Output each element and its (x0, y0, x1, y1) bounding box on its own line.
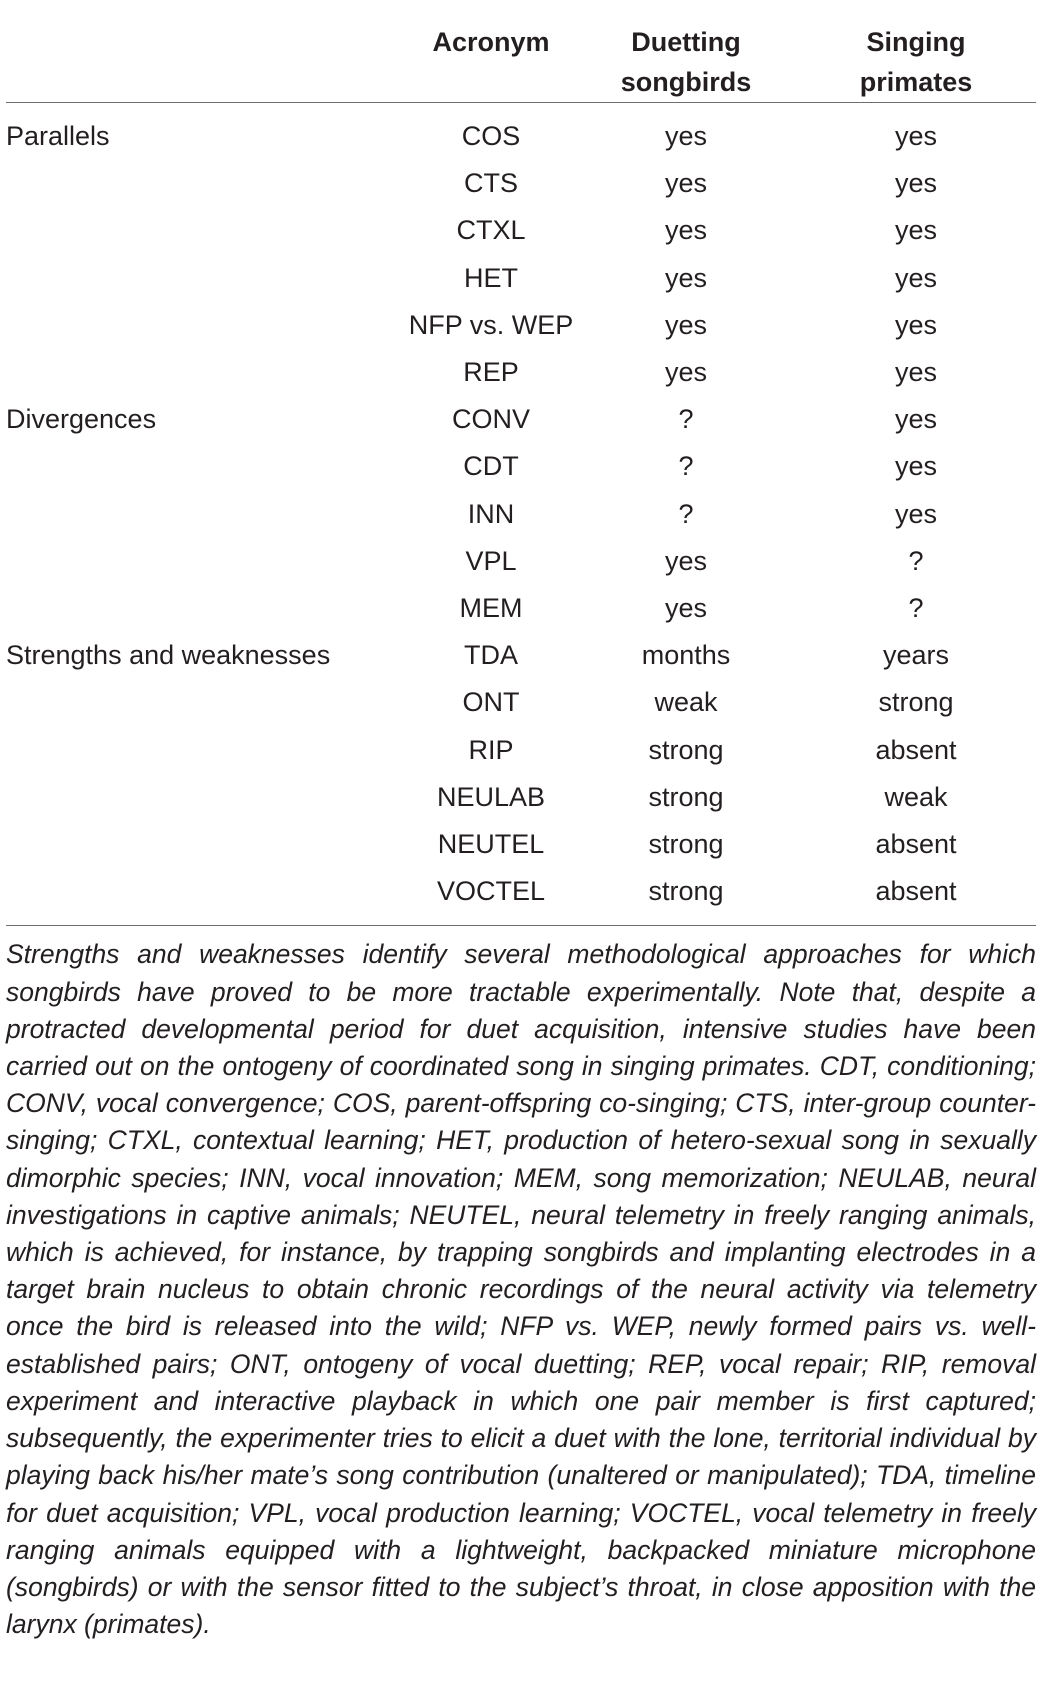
header-duetting-line2: songbirds (620, 67, 752, 97)
row-acronym: COS (461, 121, 521, 151)
row-duetting-songbirds: yes (664, 121, 708, 151)
row-acronym: NEUTEL (437, 829, 545, 860)
row-singing-primates: yes (894, 357, 938, 388)
row-duetting-songbirds: yes (664, 357, 708, 388)
row-category (6, 585, 376, 632)
row-singing-primates: absent (875, 829, 957, 860)
row-duetting-songbirds: yes (664, 545, 708, 576)
row-singing-primates: ? (908, 545, 924, 576)
row-category (6, 821, 376, 868)
row-category (6, 255, 376, 302)
table-row (6, 585, 1036, 632)
row-duetting-songbirds: yes (664, 262, 708, 293)
row-singing-primates: yes (894, 168, 938, 199)
header-singing-primates (796, 0, 1036, 103)
row-duetting-songbirds: strong (648, 876, 724, 907)
row-acronym: INN (467, 498, 515, 529)
table-row (6, 443, 1036, 490)
row-acronym: REP (463, 357, 519, 388)
row-duetting-songbirds: weak (654, 687, 718, 718)
row-duetting-songbirds: yes (664, 309, 708, 340)
row-duetting-songbirds: ? (678, 451, 694, 482)
table-row (6, 103, 1036, 161)
row-acronym: CTXL (456, 215, 526, 246)
table-row (6, 774, 1036, 821)
table-row (6, 160, 1036, 207)
row-category (6, 868, 376, 925)
row-acronym: CDT (463, 451, 519, 482)
table-row (6, 207, 1036, 254)
row-acronym: CONV (451, 404, 530, 435)
row-acronym: VPL (465, 545, 517, 576)
row-category (6, 443, 376, 490)
row-category (6, 491, 376, 538)
table-page (6, 0, 1036, 1643)
row-category: Divergences (6, 404, 157, 435)
row-category (6, 349, 376, 396)
row-acronym: VOCTEL (436, 876, 546, 907)
row-duetting-songbirds: yes (664, 593, 708, 624)
header-singing-line2: primates (859, 67, 973, 97)
row-category (6, 679, 376, 726)
table-row (6, 302, 1036, 349)
table-row (6, 396, 1036, 443)
row-category: Parallels (6, 121, 110, 151)
row-acronym: RIP (468, 734, 514, 765)
row-category (6, 207, 376, 254)
row-acronym: HET (464, 262, 518, 293)
row-category: Strengths and weaknesses (6, 640, 331, 671)
row-singing-primates: absent (875, 734, 957, 765)
row-acronym: ONT (462, 687, 520, 718)
row-duetting-songbirds: yes (664, 215, 708, 246)
row-category (6, 727, 376, 774)
row-duetting-songbirds: yes (664, 168, 708, 199)
table-row (6, 632, 1036, 679)
row-singing-primates: weak (884, 781, 948, 812)
table-body (6, 103, 1036, 926)
table-row (6, 679, 1036, 726)
row-singing-primates: yes (894, 404, 938, 435)
row-singing-primates: yes (894, 451, 938, 482)
header-acronym-label: Acronym (432, 27, 550, 57)
header-duetting-line1: Duetting (631, 27, 741, 57)
comparison-table (6, 0, 1036, 925)
row-category (6, 774, 376, 821)
table-row (6, 538, 1036, 585)
header-singing-line1: Singing (866, 27, 966, 57)
row-duetting-songbirds: strong (648, 734, 724, 765)
row-duetting-songbirds: months (641, 640, 731, 671)
row-singing-primates: yes (894, 262, 938, 293)
table-row (6, 255, 1036, 302)
header-duetting-songbirds (576, 0, 796, 103)
table-footnote: Strengths and weaknesses identify several methodological approaches for which songbirds have proved to be more tractable experimentally. Note that, despite a protracted developmental period for duet acquisition, intensive studies have been carried out on the ontogeny of coordinated song in singing primates. CDT, conditioning; CONV, vocal convergence; COS, parent-offspring co-singing; CTS, inter-group counter-singing; CTXL, contextual learning; HET, production of hetero-sexual song in sexually dimorphic species; INN, vocal innovation; MEM, song memorization; NEULAB, neural investigations in captive animals; NEUTEL, neural telemetry in freely ranging animals, which is achieved, for instance, by trapping songbirds and implanting electrodes in a target brain nucleus to obtain chronic recordings of the neural activity via telemetry once the bird is released into the wild; NFP vs. WEP, newly formed pairs vs. well-established pairs; ONT, ontogeny of vocal duetting; REP, vocal repair; RIP, removal experiment and interactive playback in which one pair member is first captured; subsequently, the experimenter tries to elicit a duet with the lone, territorial individual by playing back his/her mate’s song contribution (unaltered or manipulated); TDA, timeline for duet acquisition; VPL, vocal production learning; VOCTEL, vocal telemetry in freely ranging animals equipped with a lightweight, backpacked miniature microphone (songbirds) or with the sensor fitted to the subject’s throat, in close apposition with the larynx (primates). (6, 939, 1036, 1640)
row-singing-primates: absent (875, 876, 957, 907)
table-row (6, 491, 1036, 538)
table-row (6, 727, 1036, 774)
row-singing-primates: years (882, 640, 950, 671)
table-row (6, 349, 1036, 396)
row-duetting-songbirds: strong (648, 781, 724, 812)
row-category (6, 538, 376, 585)
row-singing-primates: yes (894, 121, 938, 151)
header-category (6, 0, 376, 103)
row-singing-primates: ? (908, 593, 924, 624)
row-acronym: MEM (459, 593, 523, 624)
row-acronym: TDA (464, 640, 518, 671)
table-row (6, 821, 1036, 868)
table-header (6, 0, 1036, 103)
row-acronym: NFP vs. WEP (408, 309, 574, 340)
row-category (6, 302, 376, 349)
row-category (6, 160, 376, 207)
table-row (6, 868, 1036, 925)
row-acronym: NEULAB (436, 781, 546, 812)
header-acronym (376, 0, 576, 103)
table-bottom-rule (6, 925, 1036, 926)
row-singing-primates: strong (878, 687, 954, 718)
row-singing-primates: yes (894, 498, 938, 529)
row-duetting-songbirds: ? (678, 498, 694, 529)
row-duetting-songbirds: strong (648, 829, 724, 860)
row-duetting-songbirds: ? (678, 404, 694, 435)
row-singing-primates: yes (894, 215, 938, 246)
row-singing-primates: yes (894, 309, 938, 340)
row-acronym: CTS (464, 168, 518, 199)
